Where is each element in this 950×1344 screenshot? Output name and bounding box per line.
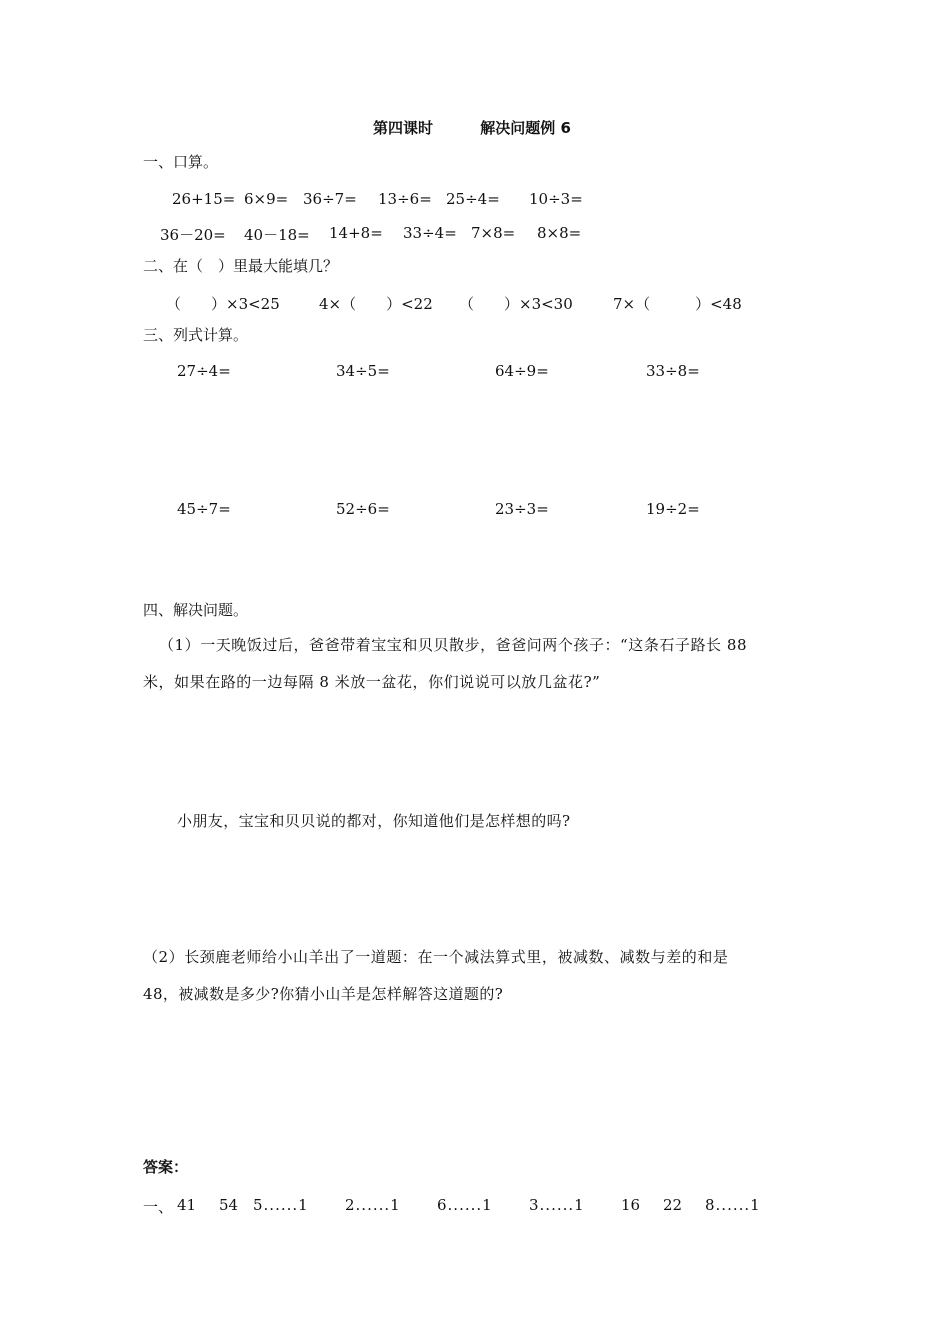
answer-item: 6......1: [437, 1196, 493, 1214]
oral-calc-item: 36－20=: [160, 226, 226, 244]
division-item: 52÷6=: [336, 500, 390, 518]
division-item: 27÷4=: [177, 362, 231, 380]
fill-blank-item: 4×（ ）<22: [319, 295, 433, 313]
answer-item: 8......1: [705, 1196, 761, 1214]
fill-blank-item: 7×（ ）<48: [613, 295, 742, 313]
oral-calc-item: 8×8=: [537, 224, 582, 242]
oral-calc-item: 14+8=: [329, 224, 383, 242]
section4-heading: 四、解决问题。: [143, 601, 249, 619]
oral-calc-item: 26+15=: [172, 190, 236, 208]
fill-blank-item: （ ）×3<30: [459, 295, 573, 313]
answer-item: 16: [621, 1196, 641, 1214]
oral-calc-item: 7×8=: [471, 224, 516, 242]
oral-calc-item: 10÷3=: [529, 190, 583, 208]
page-title: [373, 121, 571, 136]
question2-line2: 48，被减数是多少?你猜小山羊是怎样解答这道题的?: [143, 985, 504, 1003]
answer-item: 41: [177, 1196, 197, 1214]
question2-line1: （2）长颈鹿老师给小山羊出了一道题：在一个减法算式里，被减数、减数与差的和是: [143, 948, 729, 966]
answer-item: 22: [663, 1196, 683, 1214]
oral-calc-item: 6×9=: [244, 190, 289, 208]
answer-item: 54: [219, 1196, 239, 1214]
division-item: 34÷5=: [336, 362, 390, 380]
title-topic: 解决问题例 6: [480, 119, 571, 137]
answers-heading: 答案：: [143, 1158, 189, 1176]
question1-line2: 米，如果在路的一边每隔 8 米放一盆花，你们说说可以放几盆花?”: [143, 673, 601, 691]
question1-followup: 小朋友，宝宝和贝贝说的都对，你知道他们是怎样想的吗?: [177, 812, 571, 830]
answer-item: 5......1: [253, 1196, 309, 1214]
section2-heading: 二、在（ ）里最大能填几？: [143, 257, 339, 275]
answer-item: 3......1: [529, 1196, 585, 1214]
oral-calc-item: 25÷4=: [446, 190, 500, 208]
division-item: 45÷7=: [177, 500, 231, 518]
oral-calc-item: 13÷6=: [378, 190, 432, 208]
section3-heading: 三、列式计算。: [143, 326, 249, 344]
answers-prefix: 一、: [143, 1198, 174, 1216]
oral-calc-item: 33÷4=: [403, 224, 457, 242]
question1-line1: （1）一天晚饭过后，爸爸带着宝宝和贝贝散步，爸爸问两个孩子：“这条石子路长 88: [159, 636, 748, 654]
oral-calc-item: 36÷7=: [303, 190, 357, 208]
answer-item: 2......1: [345, 1196, 401, 1214]
division-item: 64÷9=: [495, 362, 549, 380]
title-lesson: 第四课时: [373, 119, 434, 137]
division-item: 23÷3=: [495, 500, 549, 518]
oral-calc-item: 40－18=: [244, 226, 310, 244]
section1-heading: 一、口算。: [143, 153, 219, 171]
division-item: 33÷8=: [646, 362, 700, 380]
fill-blank-item: （ ）×3<25: [166, 295, 280, 313]
division-item: 19÷2=: [646, 500, 700, 518]
